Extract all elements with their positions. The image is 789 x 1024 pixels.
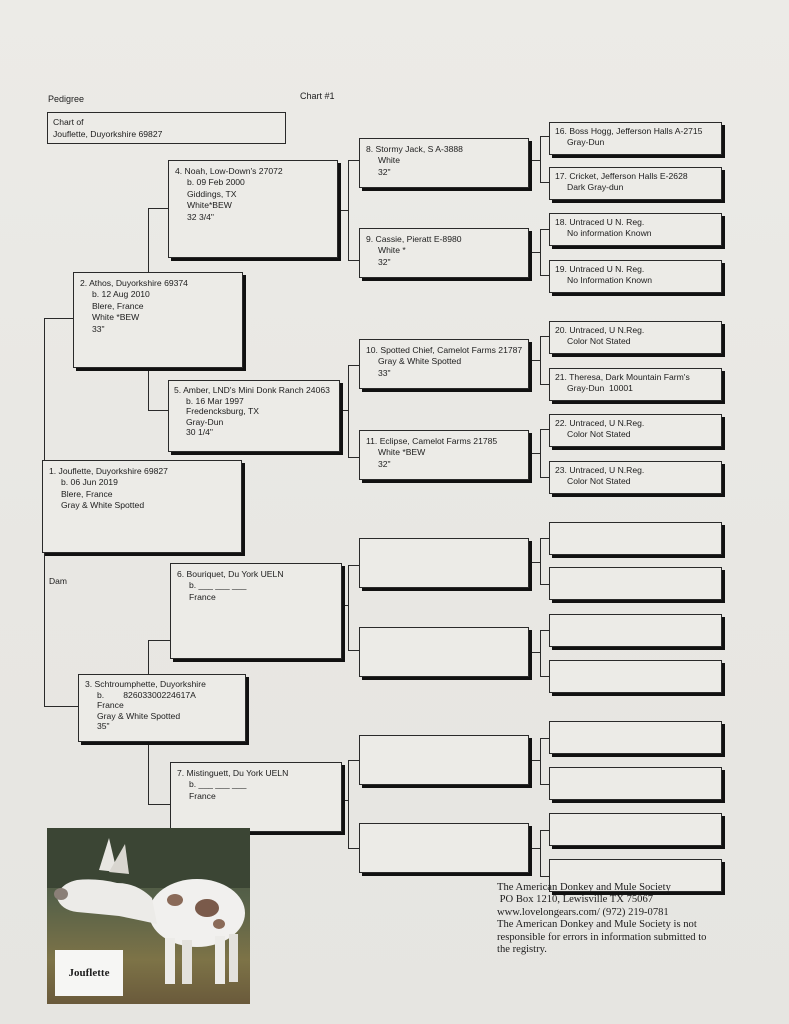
connector-line [348,650,359,651]
animal-color: Gray & White Spotted [97,710,181,721]
connector-line [348,457,359,458]
donkey-leg [165,938,175,984]
animal-height: 32" [378,166,391,177]
animal-color: Gray & White Spotted [61,500,145,511]
animal-name: 2. Athos, Duyorkshire 69374 [80,278,188,288]
animal-color: White [378,155,400,166]
connector-line [348,260,359,261]
animal-box-6 [170,563,342,659]
animal-birthdate: b. 09 Feb 2000 [187,177,245,188]
connector-line [540,738,549,739]
connector-line [540,477,549,478]
animal-box-16 [549,122,722,155]
animal-box-26 [549,614,722,647]
animal-color: White *BEW [92,312,140,323]
animal-birthplace: Giddings, TX [187,188,237,199]
animal-color: No information Known [567,228,652,239]
animal-name: 5. Amber, LND's Mini Donk Ranch 24063 [174,385,330,395]
animal-name: 6. Bouriquet, Du York UELN [177,569,284,579]
animal-color: Gray-Dun 10001 [567,383,633,394]
connector-line [148,804,170,805]
animal-box-8 [359,138,529,188]
connector-line [529,848,540,849]
animal-box-4 [168,160,338,258]
animal-box-1 [42,460,242,553]
animal-name: 10. Spotted Chief, Camelot Farms 21787 [366,345,523,355]
animal-box-22 [549,414,722,447]
connector-line [148,640,170,641]
photo-background [47,828,250,888]
animal-birthdate: b. 06 Jun 2019 [61,477,118,488]
connector-line [540,182,549,183]
connector-line [148,744,149,804]
chart-number: Chart #1 [300,91,335,101]
society-contact: www.lovelongears.com/ (972) 219-0781 [497,906,669,918]
society-disclaimer-2: responsible for errors in information submitted to [497,931,707,943]
donkey-leg [215,936,225,984]
animal-box-25 [549,567,722,600]
animal-color: Gray-Dun [567,137,605,148]
animal-box-7 [170,762,342,832]
animal-box-10 [359,339,529,389]
connector-line [540,229,549,230]
connector-line [529,252,540,253]
donkey-spot [195,899,219,917]
connector-line [348,160,359,161]
animal-color: White*BEW [187,200,232,211]
photo-caption: Jouflette [55,950,123,996]
animal-box-19 [549,260,722,293]
animal-box-5 [168,380,340,452]
animal-box-9 [359,228,529,278]
animal-box-29 [549,767,722,800]
connector-line [540,336,541,384]
animal-color: Color Not Stated [567,429,631,440]
connector-line [529,562,540,563]
animal-birthplace: Fredencksburg, TX [186,406,259,417]
animal-box-12 [359,538,529,588]
connector-line [540,830,541,876]
animal-birthplace: Blere, France [92,300,144,311]
connector-line [540,275,549,276]
society-disclaimer-3: the registry. [497,944,547,956]
animal-name: 8. Stormy Jack, S A-3888 [366,144,463,154]
animal-name: 22. Untraced, U N.Reg. [555,418,645,428]
animal-height: 32" [378,458,391,469]
donkey-spot [213,919,225,929]
connector-line [148,370,149,410]
animal-box-11 [359,430,529,480]
animal-box-14 [359,735,529,785]
donkey-leg [182,940,192,984]
animal-name: 18. Untraced U N. Reg. [555,217,645,227]
animal-box-15 [359,823,529,873]
animal-birthdate: b. 12 Aug 2010 [92,289,150,300]
animal-color: Dark Gray-dun [567,182,624,193]
animal-box-13 [359,627,529,677]
connector-line [148,640,149,675]
animal-name: 1. Jouflette, Duyorkshire 69827 [49,466,168,476]
animal-box-17 [549,167,722,200]
animal-box-28 [549,721,722,754]
animal-name: 21. Theresa, Dark Mountain Farm's [555,372,690,382]
animal-name: 9. Cassie, Pieratt E-8980 [366,234,462,244]
connector-line [529,760,540,761]
connector-line [540,136,541,182]
animal-box-20 [549,321,722,354]
connector-line [540,384,549,385]
connector-line [529,160,540,161]
animal-birthplace: Blere, France [61,488,113,499]
animal-height: 30 1/4" [186,427,213,438]
connector-line [44,318,74,319]
animal-name: 20. Untraced, U N.Reg. [555,325,645,335]
animal-name: 3. Schtroumphette, Duyorkshire [85,679,206,689]
society-name: The American Donkey and Mule Society [497,882,671,893]
animal-color: Color Not Stated [567,476,631,487]
connector-line [44,706,79,707]
connector-line [148,208,149,273]
animal-color: White *BEW [378,447,426,458]
connector-line [540,630,549,631]
animal-height: 32" [378,256,391,267]
connector-line [148,208,168,209]
connector-line [348,565,359,566]
animal-box-2 [73,272,243,368]
connector-line [540,584,549,585]
donkey-spot [167,894,183,906]
society-info [497,882,747,956]
connector-line [540,429,549,430]
animal-height: 33" [378,367,391,378]
animal-box-18 [549,213,722,246]
animal-birthdate: b. ___ ___ ___ [189,779,247,790]
animal-color: White * [378,245,406,256]
chart-of-animal: Jouflette, Duyorkshire 69827 [53,129,163,139]
animal-box-21 [549,368,722,401]
animal-name: 19. Untraced U N. Reg. [555,264,645,274]
animal-name: 17. Cricket, Jefferson Halls E-2628 [555,171,688,181]
animal-box-3 [78,674,246,742]
animal-name: 23. Untraced, U N.Reg. [555,465,645,475]
connector-line [529,453,540,454]
donkey-muzzle [54,888,68,900]
connector-line [348,760,359,761]
connector-line [540,538,549,539]
society-address: PO Box 1210, Lewisville TX 75067 [497,894,654,906]
animal-name: 4. Noah, Low-Down's 27072 [175,166,283,176]
animal-birthplace: France [189,790,216,801]
dam-label: Dam [49,576,67,586]
animal-birthdate: b. 16 Mar 1997 [186,395,244,406]
animal-birthplace: France [189,591,216,602]
connector-line [348,565,349,650]
connector-line [540,429,541,477]
donkey-leg [229,934,238,982]
animal-birthdate: b. ___ ___ ___ [189,580,247,591]
animal-color: No Information Known [567,275,653,286]
animal-birthdate: b. 82603300224617A [97,689,196,700]
animal-box-23 [549,461,722,494]
connector-line [348,760,349,848]
connector-line [529,652,540,653]
animal-color: Color Not Stated [567,336,631,347]
animal-box-27 [549,660,722,693]
chart-of-box [47,112,286,144]
connector-line [529,360,540,361]
chart-of-label: Chart of [53,117,84,127]
connector-line [338,210,348,211]
animal-name: 7. Mistinguett, Du York UELN [177,768,289,778]
animal-box-24 [549,522,722,555]
animal-height: 33" [92,323,105,334]
animal-color: Gray-Dun [186,416,224,427]
animal-height: 35" [97,721,110,732]
connector-line [540,336,549,337]
connector-line [540,676,549,677]
animal-color: Gray & White Spotted [378,356,462,367]
connector-line [540,830,549,831]
animal-name: 11. Eclipse, Camelot Farms 21785 [366,436,498,446]
animal-birthplace: France [97,700,124,711]
animal-height: 32 3/4" [187,211,214,222]
connector-line [540,738,541,784]
pedigree-heading: Pedigree [48,94,85,104]
connector-line [540,229,541,275]
connector-line [348,848,359,849]
connector-line [348,365,359,366]
connector-line [348,160,349,260]
connector-line [540,876,549,877]
connector-line [540,630,541,676]
connector-line [540,784,549,785]
connector-line [540,538,541,584]
animal-box-30 [549,813,722,846]
connector-line [148,410,168,411]
connector-line [348,365,349,457]
society-disclaimer-1: The American Donkey and Mule Society is not [497,919,697,931]
animal-name: 16. Boss Hogg, Jefferson Halls A-2715 [555,126,703,136]
connector-line [540,136,549,137]
